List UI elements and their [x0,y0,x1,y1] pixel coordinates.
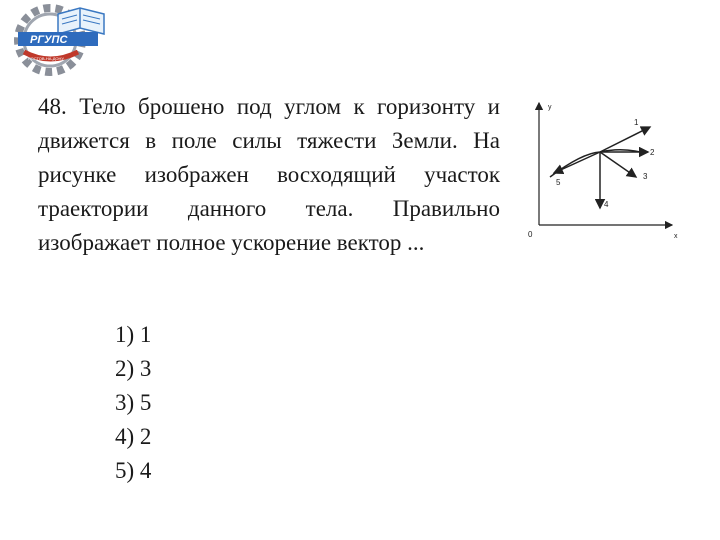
vector-label-5: 5 [556,178,561,187]
answer-option: 5) 4 [115,458,152,483]
y-axis-label: y [548,104,552,111]
vector-label-1: 1 [634,118,639,127]
vector-label-2: 2 [650,148,655,157]
answer-option: 4) 2 [115,424,152,449]
trajectory-figure [522,95,692,245]
logo-banner-text: РОСТОВ-НА-ДОНУ [28,56,64,61]
vector-label-3: 3 [643,172,648,181]
origin-label: 0 [528,230,533,239]
logo-text: РГУПС [30,34,68,46]
vector-5 [554,152,600,173]
vector-label-4: 4 [604,200,609,209]
answer-list [115,318,151,488]
answer-option: 1) 1 [115,322,152,347]
answer-option: 2) 3 [115,356,152,381]
vector-3 [600,152,636,177]
university-logo [0,0,110,80]
question-text: 48. Тело брошено под углом к горизонту и движется в поле силы тяжести Земли. На рисунке изображен восходящий участок траектории данного тела. Правильно изображает полное ускорение вектор ... [38,94,500,255]
answer-option: 3) 5 [115,390,152,415]
x-axis-label: x [674,233,678,240]
open-book-icon [58,8,104,34]
vector-1 [600,127,650,152]
